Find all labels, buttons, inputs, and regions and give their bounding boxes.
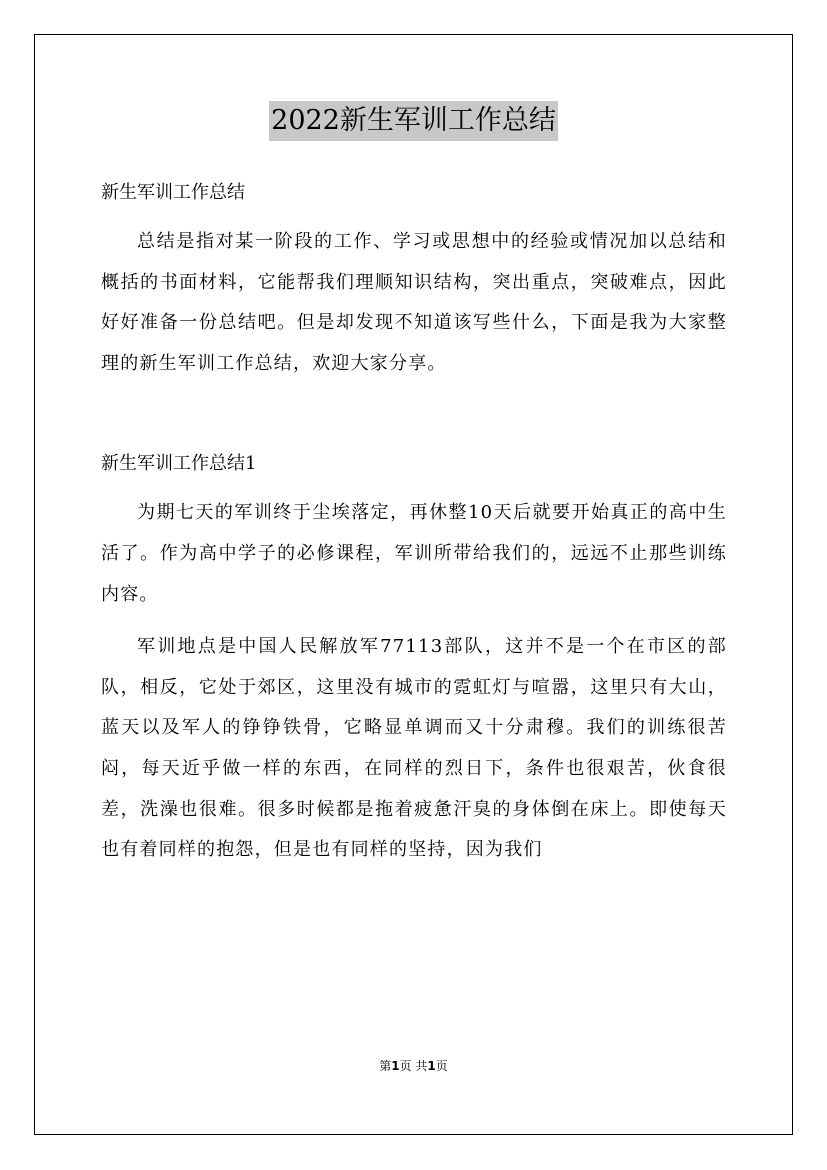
intro-paragraph: 总结是指对某一阶段的工作、学习或思想中的经验或情况加以总结和概括的书面材料，它能帮我们理顺知识结构，突出重点，突破难点，因此好好准备一份总结吧。但是却发现不知道该写些什么，下面是我为大家整理的新生军训工作总结，欢迎大家分享。 (101, 231, 727, 374)
document-body (101, 174, 727, 871)
section1-paragraph-1: 为期七天的军训终于尘埃落定，再休整10天后就要开始真正的高中生活了。作为高中学子的必修课程，军训所带给我们的，远远不止那些训练内容。 (101, 502, 727, 605)
page-footer (0, 1057, 827, 1074)
footer-page-number: 1 (391, 1059, 400, 1073)
footer-mid: 页 共 (399, 1059, 428, 1073)
footer-prefix: 第 (379, 1059, 392, 1073)
document-title: 2022新生军训工作总结 (269, 101, 558, 141)
footer-suffix: 页 (435, 1059, 448, 1073)
footer-page-total: 1 (427, 1059, 436, 1073)
intro-heading: 新生军训工作总结 (101, 182, 245, 203)
document-title-container (0, 101, 827, 141)
section1-paragraph-2: 军训地点是中国人民解放军77113部队，这并不是一个在市区的部队，相反，它处于郊区，这里没有城市的霓虹灯与喧嚣，这里只有大山，蓝天以及军人的铮铮铁骨，它略显单调而又十分肃穆。我们的训练很苦闷，每天近乎做一样的东西，在同样的烈日下，条件也很艰苦，伙食很差，洗澡也很难。很多时候都是拖着疲惫汗臭的身体倒在床上。即使每天也有着同样的抱怨，但是也有同样的坚持，因为我们 (101, 636, 727, 861)
section1-heading: 新生军训工作总结1 (101, 453, 257, 475)
